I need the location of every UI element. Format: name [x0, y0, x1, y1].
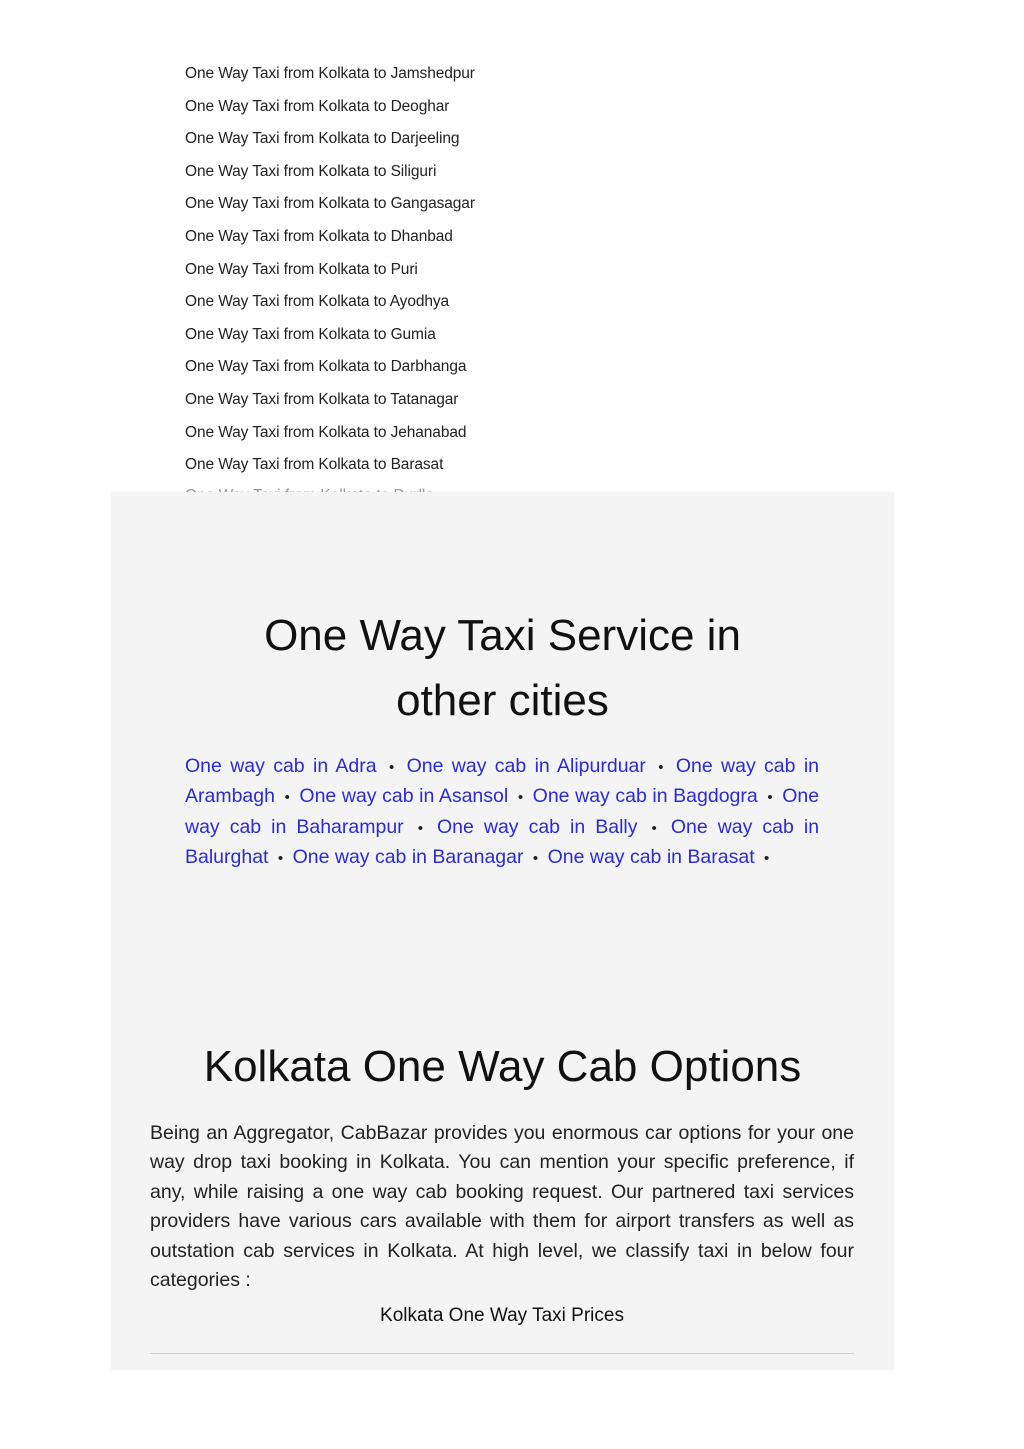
bullet-separator: • — [658, 759, 664, 776]
city-link[interactable]: One way cab in Alipurduar — [406, 755, 646, 777]
route-link[interactable]: One Way Taxi from Kolkata to Jehanabad — [185, 423, 467, 441]
route-link[interactable]: One Way Taxi from Kolkata to Darbhanga — [185, 358, 467, 376]
city-link[interactable]: One way cab in Barasat — [547, 846, 755, 869]
prices-caption: Kolkata One Way Taxi Prices — [380, 1305, 624, 1326]
bullet-separator: • — [388, 759, 395, 776]
city-link[interactable]: One way cab in Bally — [437, 815, 638, 838]
cab-options-paragraph: Being an Aggregator, CabBazar provides you enormous car options for your one way drop taxi booking in Kolkata. You can mention your specific preference, if any, while raising a one way cab booking request. Our partnered taxi services providers have various cars available with them for airport transfers as well as outstation cab services in Kolkata. At high level, we classify taxi in below four categories : — [150, 1122, 854, 1292]
route-list — [185, 60, 685, 484]
route-link[interactable]: One Way Taxi from Kolkata to Darjeeling — [185, 130, 460, 148]
cab-options-title: Kolkata One Way Cab Options — [203, 1042, 802, 1091]
bullet-separator: • — [532, 850, 539, 868]
bullet-separator: • — [651, 819, 657, 837]
city-link[interactable]: One way cab in Asansol — [299, 785, 509, 808]
bullet-separator: • — [764, 850, 770, 868]
city-link[interactable]: One way cab in Arambagh — [185, 755, 820, 808]
route-link[interactable]: One Way Taxi from Kolkata to Gangasagar — [185, 195, 475, 213]
route-link[interactable]: One Way Taxi from Kolkata to Siliguri — [185, 162, 437, 180]
route-link[interactable]: One Way Taxi from Kolkata to Barasat — [185, 456, 444, 474]
bullet-separator: • — [284, 789, 290, 807]
bullet-separator: • — [417, 819, 423, 837]
city-link[interactable]: One way cab in Baranagar — [292, 846, 524, 869]
bullet-separator: • — [517, 789, 524, 807]
other-cities-links — [185, 752, 819, 874]
other-cities-title: One Way Taxi Service in other cities — [264, 611, 741, 725]
route-link[interactable]: One Way Taxi from Kolkata to Tatanagar — [185, 390, 459, 408]
route-link[interactable]: One Way Taxi from Kolkata to Jamshedpur — [185, 65, 475, 82]
route-link[interactable]: One Way Taxi from Kolkata to Gumia — [185, 325, 436, 343]
route-link[interactable]: One Way Taxi from Kolkata to Dhanbad — [185, 227, 453, 245]
city-link[interactable]: One way cab in Adra — [185, 755, 377, 777]
route-link[interactable]: One Way Taxi from Kolkata to Deoghar — [185, 97, 450, 115]
route-link[interactable]: One Way Taxi from Kolkata to Ayodhya — [185, 293, 450, 311]
city-link[interactable]: One way cab in Baharampur — [185, 785, 820, 838]
bullet-separator: • — [277, 850, 284, 868]
bullet-separator: • — [767, 789, 773, 807]
city-link[interactable]: One way cab in Bagdogra — [532, 785, 758, 808]
route-link[interactable]: One Way Taxi from Kolkata to Puri — [185, 260, 418, 278]
city-link[interactable]: One way cab in Balurghat — [185, 815, 820, 869]
divider — [150, 1353, 854, 1354]
